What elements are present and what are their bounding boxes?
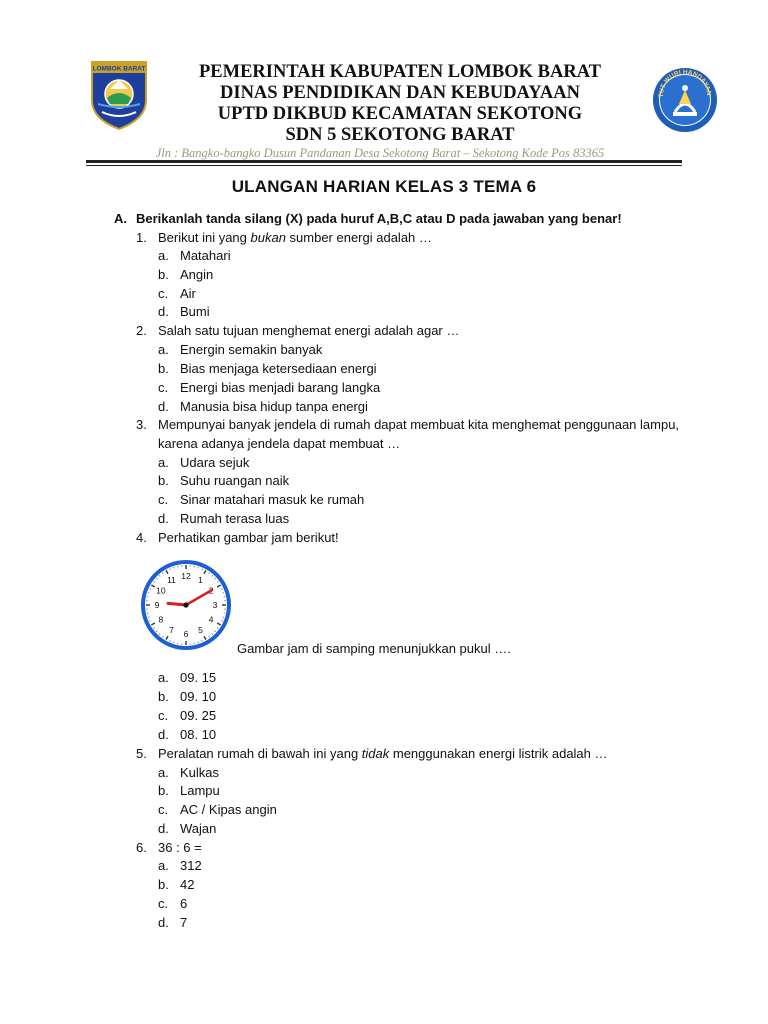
option-letter: a.: [158, 670, 169, 685]
option-letter: c.: [158, 380, 169, 395]
option-text: AC / Kipas angin: [180, 802, 277, 817]
question-1-text: Berikut ini yang bukan sumber energi adalah …: [158, 230, 432, 245]
option-text: 09. 15: [180, 670, 217, 685]
logo-left-label: LOMBOK BARAT: [92, 65, 146, 73]
section-letter: A.: [114, 211, 127, 226]
option-letter: c.: [158, 896, 169, 911]
letterhead-line-school: SDN 5 SEKOTONG BARAT: [285, 125, 515, 145]
question-1-number: 1.: [136, 230, 147, 245]
option-text: 312: [180, 858, 202, 873]
letterhead-line-uptd: UPTD DIKBUD KECAMATAN SEKOTONG: [217, 104, 583, 124]
question-4-text: Perhatikan gambar jam berikut!: [158, 530, 339, 545]
option-letter: b.: [158, 877, 169, 892]
clock-center-pin: [183, 602, 188, 607]
option-text: Energin semakin banyak: [180, 342, 323, 357]
school-letterhead: [150, 62, 650, 146]
clock-number: 1: [198, 574, 203, 585]
clock-hour-hand: [168, 603, 186, 605]
clock-number: 3: [212, 600, 218, 610]
question-3-text-line2: karena adanya jendela dapat membuat …: [158, 436, 401, 451]
option-text: Lampu: [180, 783, 220, 798]
svg-text:TUT WURI HANDAYANI: TUT WURI HANDAYAN: [657, 68, 713, 98]
option-letter: a.: [158, 858, 169, 873]
clock-caption: Gambar jam di samping menunjukkan pukul ….: [237, 641, 511, 656]
option-text: Bias menjaga ketersediaan energi: [180, 361, 377, 376]
option-text: 7: [180, 915, 188, 930]
option-letter: a.: [158, 455, 169, 470]
exam-title: ULANGAN HARIAN KELAS 3 TEMA 6: [231, 177, 537, 196]
clock-number: 4: [208, 614, 214, 625]
option-letter: b.: [158, 267, 169, 282]
letterhead-line-department: DINAS PENDIDIKAN DAN KEBUDAYAAN: [220, 83, 580, 103]
option-letter: b.: [158, 473, 169, 488]
option-text: Angin: [180, 267, 214, 282]
option-text: Energi bias menjadi barang langka: [180, 380, 381, 395]
option-letter: b.: [158, 361, 169, 376]
option-text: 09. 25: [180, 708, 217, 723]
tut-wuri-handayani-logo: [651, 66, 719, 134]
option-letter: d.: [158, 915, 169, 930]
option-letter: b.: [158, 689, 169, 704]
letterhead-line-government: PEMERINTAH KABUPATEN LOMBOK BARAT: [198, 62, 602, 82]
option-letter: d.: [158, 727, 169, 742]
option-letter: b.: [158, 783, 169, 798]
question-4-number: 4.: [136, 530, 147, 545]
question-6-number: 6.: [136, 840, 147, 855]
option-text: Rumah terasa luas: [180, 511, 290, 526]
question-3-number: 3.: [136, 417, 147, 432]
school-address: Jln : Bangko-bangko Dusun Pandanan Desa Sekotong Barat – Sekotong Kode Pos 83365: [155, 146, 605, 160]
option-letter: c.: [158, 492, 169, 507]
analog-clock-icon: [140, 559, 232, 651]
option-text: Bumi: [180, 304, 210, 319]
letterhead-divider-thin: [86, 165, 682, 166]
option-letter: c.: [158, 802, 169, 817]
option-letter: c.: [158, 708, 169, 723]
option-letter: d.: [158, 304, 169, 319]
question-5-text: Peralatan rumah di bawah ini yang tidak menggunakan energi listrik adalah …: [158, 746, 608, 761]
option-letter: d.: [158, 399, 169, 414]
question-6-text: 36 : 6 =: [158, 840, 202, 855]
lombok-barat-emblem-logo: [88, 60, 150, 130]
option-text: Udara sejuk: [180, 455, 250, 470]
clock-number: 8: [158, 614, 164, 625]
clock-number: 9: [154, 600, 160, 610]
option-text: 08. 10: [180, 727, 217, 742]
question-2-number: 2.: [136, 323, 147, 338]
option-text: Air: [180, 286, 196, 301]
option-text: Manusia bisa hidup tanpa energi: [180, 399, 368, 414]
clock-number: 11: [167, 574, 176, 585]
option-text: Matahari: [180, 248, 231, 263]
option-letter: c.: [158, 286, 169, 301]
clock-number: 6: [183, 629, 189, 639]
option-letter: d.: [158, 821, 169, 836]
option-letter: a.: [158, 248, 169, 263]
option-text: 42: [180, 877, 195, 892]
option-letter: a.: [158, 342, 169, 357]
option-text: Kulkas: [180, 765, 220, 780]
clock-number: 5: [198, 625, 203, 636]
clock-number: 10: [156, 585, 166, 596]
option-letter: a.: [158, 765, 169, 780]
option-text: 09. 10: [180, 689, 217, 704]
option-letter: d.: [158, 511, 169, 526]
option-text: Sinar matahari masuk ke rumah: [180, 492, 365, 507]
clock-number: 7: [169, 625, 174, 636]
question-3-text-line1: Mempunyai banyak jendela di rumah dapat membuat kita menghemat penggunaan lampu,: [158, 417, 680, 432]
question-2-text: Salah satu tujuan menghemat energi adalah agar …: [158, 323, 460, 338]
clock-number: 12: [181, 571, 191, 581]
question-5-number: 5.: [136, 746, 147, 761]
letterhead-divider-thick: [86, 160, 682, 163]
option-text: 6: [180, 896, 188, 911]
option-text: Wajan: [180, 821, 217, 836]
section-instruction: Berikanlah tanda silang (X) pada huruf A,B,C atau D pada jawaban yang benar!: [136, 211, 622, 226]
option-text: Suhu ruangan naik: [180, 473, 290, 488]
